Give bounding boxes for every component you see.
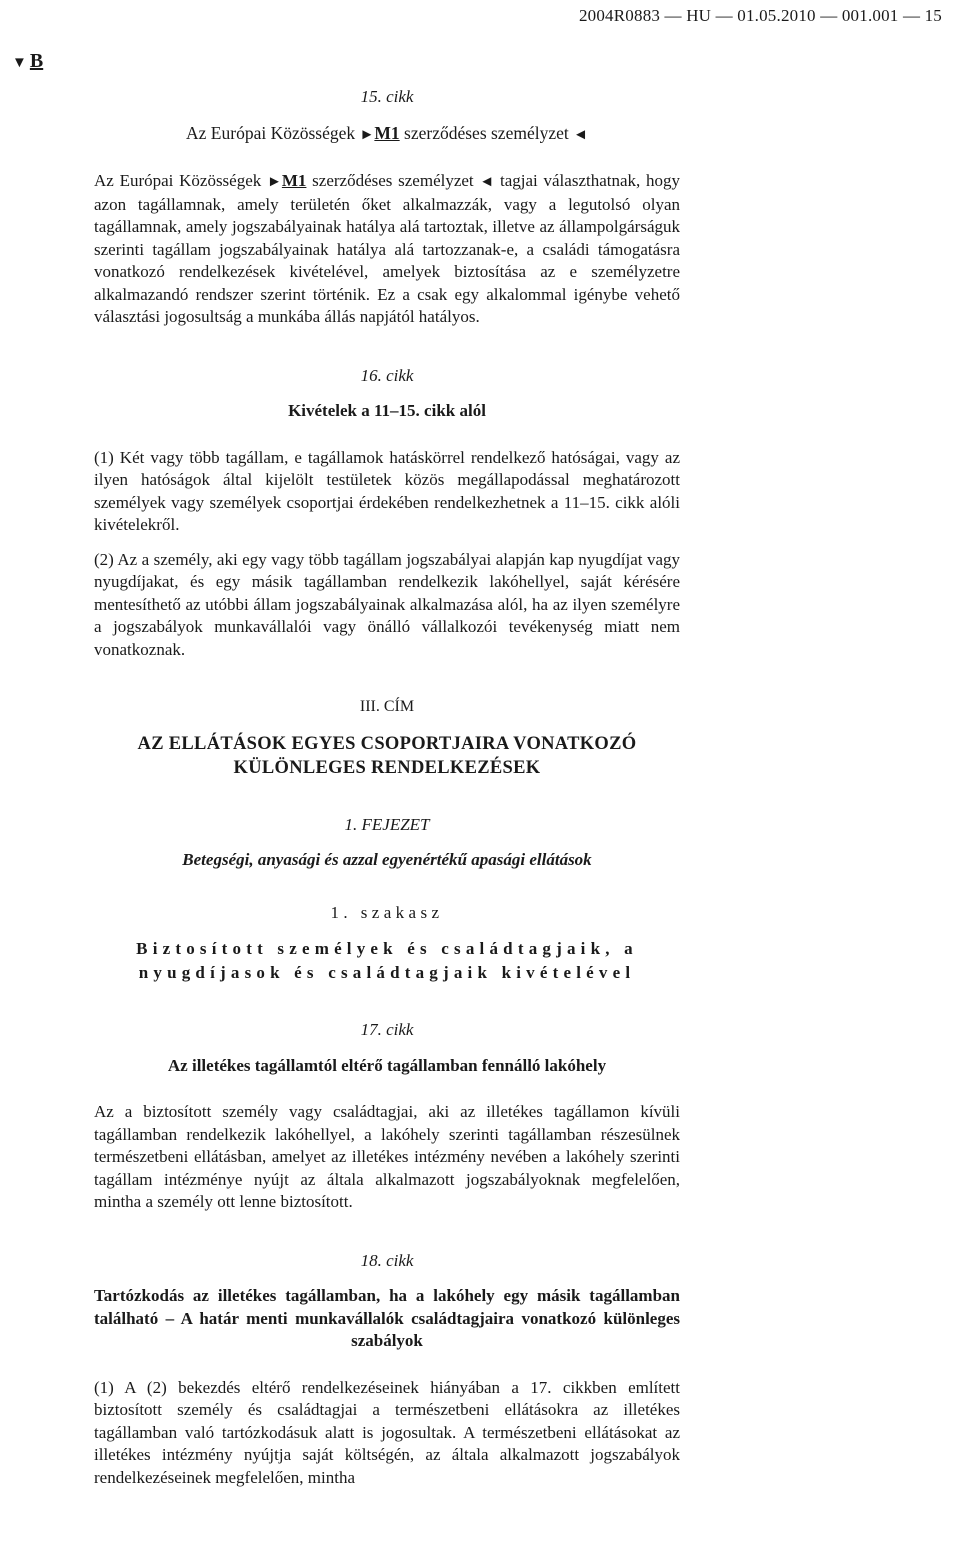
title-iii-label: III. CÍM [359, 698, 415, 715]
document-reference-header: 2004R0883 — HU — 01.05.2010 — 001.001 — 15 [578, 6, 942, 25]
article-15-title: Az Európai Közösségek ►M1 szerződéses személyzet ◄ [186, 122, 588, 143]
chapter-1-label: 1. FEJEZET [344, 814, 430, 834]
article-18-number: 18. cikk [360, 1250, 414, 1270]
title-iii-heading: AZ ELLÁTÁSOK EGYES CSOPORTJAIRA VONATKOZÓ KÜLÖNLEGES RENDELKEZÉSEK [137, 733, 637, 778]
amendment-close-icon: ◄ [573, 126, 588, 143]
amendment-m1-link[interactable]: M1 [374, 122, 400, 143]
article-16-title: Kivételek a 11–15. cikk alól [288, 401, 486, 420]
article-16-paragraph-2: (2) Az a személy, aki egy vagy több tagállam jogszabályai alapján kap nyugdíjat vagy nyugdíjakat, és egy másik tagállamban rendelkezik lakóhellyel, saját kérésére mentesíthető az utóbbi állam jogszabályainak alkalmazása alól, ha az ilyen személyre a jogszabályok munkavállalói vagy önálló vállalkozói tevékenység miatt nem vonatkoznak. [94, 549, 680, 659]
amendment-close-icon: ◄ [479, 174, 495, 190]
amendment-open-icon: ► [267, 174, 282, 190]
amendment-marker [12, 50, 43, 73]
amendment-m1-link[interactable]: M1 [281, 171, 307, 190]
article-17-paragraph: Az a biztosított személy vagy családtagjai, aki az illetékes tagállamon kívüli tagállamban rendelkezik lakóhellyel, a lakóhely szerinti tagállamban részesülnek természetbeni ellátásban, amelyet az illetékes intézmény nevében a lakóhely szerinti tagállam intézménye nyújt az általa alkalmazott jogszabályoknak megfelelően, mintha a személy ott lenne biztosított. [94, 1102, 680, 1211]
article-15-paragraph: Az Európai Közösségek ►M1 szerződéses személyzet ◄ tagjai választhatnak, hogy azon tagállamnak, amely területén őket alkalmazzák, vagy a legutolsó olyan tagállamnak, amely jogszabályainak hatálya alá tartoztak, illetve az állampolgárságuk szerinti tagállam jogszabályainak hatálya alá tartozzanak-e, a családi támogatásra vonatkozó rendelkezések kivételével, amelyek biztosítása az e személyzetre alkalmazandó rendszer szerint történik. Ez a csak egy alkalommal igénybe vehető választási jogosultság a munkába állás napjától hatályos. [94, 171, 681, 326]
section-1-heading: Biztosított személyek és családtagjaik, a nyugdíjasok és családtagjaik kivételével [136, 939, 638, 982]
article-15-number: 15. cikk [360, 87, 414, 106]
chapter-1-heading: Betegségi, anyasági és azzal egyenértékű apasági ellátások [182, 850, 592, 869]
article-18-paragraph-1: (1) A (2) bekezdés eltérő rendelkezéseinek hiányában a 17. cikkben említett biztosított személy és családtagjai a természetbeni ellátásokra az illetékes tagállamban való tartózkodásuk alatt is jogosultak. A természetbeni ellátásokat az illetékes intézmény nyújtja saját költségén, az általa alkalmazott jogszabályok rendelkezéseinek megfelelően, mintha [94, 1377, 680, 1487]
article-16-number: 16. cikk [360, 365, 414, 385]
amendment-open-icon: ► [359, 126, 375, 143]
article-17-number: 17. cikk [360, 1020, 414, 1039]
article-18-title: Tartózkodás az illetékes tagállamban, ha a lakóhely egy másik tagállamban található – A határ menti munkavállalók családtagjaira vonatkozó különleges szabályok [94, 1286, 680, 1350]
section-1-label: 1. szakasz [330, 902, 444, 922]
article-17-title: Az illetékes tagállamtól eltérő tagállamban fennálló lakóhely [167, 1055, 607, 1075]
triangle-down-icon: ▼ [12, 55, 27, 71]
document-body [94, 86, 680, 1489]
marker-label: B [29, 50, 44, 72]
article-16-paragraph-1: (1) Két vagy több tagállam, e tagállamok hatáskörrel rendelkező hatóságai, vagy az ilyen hatóságok által kijelölt testületek közös megállapodással meghatározott személyek vagy személyek csoportjai érdekében rendelkezhetnek a 11–15. cikk alóli kivételekről. [94, 447, 680, 534]
